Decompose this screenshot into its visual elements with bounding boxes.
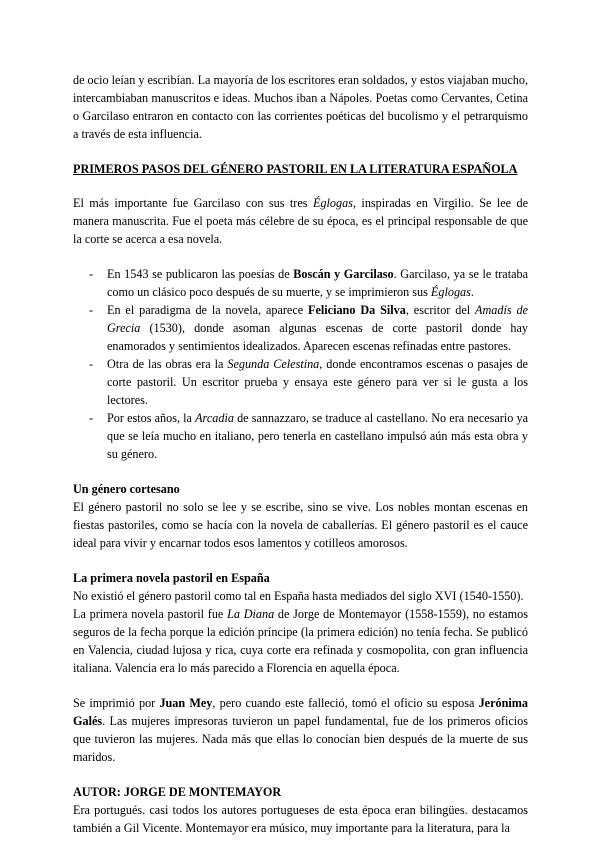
section3-paragraph-3: Se imprimió por Juan Mey, pero cuando este falleció, tomó el oficio su esposa Jerónima Galés. Las mujeres impresoras tuvieron un papel fundamental, fue de los primeros oficios que tuvieron las mujeres. Nada más que ellas lo conocían bien después de la muerte de sus maridos.: [73, 696, 528, 764]
section-heading-genero-cortesano: Un género cortesano: [73, 482, 180, 496]
bullet-list: [73, 265, 528, 463]
section2-paragraph: El género pastoril no solo se lee y se escribe, sino se vive. Los nobles montan escenas en fiestas pastoriles, como se hacía con la novela de caballerías. El género pastoril es el cauce ideal para vivir y encarnar todos esos lamentos y cotilleos amorosos.: [73, 500, 528, 550]
intro-paragraph: de ocio leían y escribían. La mayoría de los escritores eran soldados, y estos viajaban mucho, intercambiaban manuscritos e ideas. Muchos iban a Nápoles. Poetas como Cervantes, Cetina o Garcilaso entraron en contacto con las corrientes poéticas del bucolismo y el petrarquismo a través de esta influencia.: [73, 73, 528, 141]
section-heading-autor: AUTOR: JORGE DE MONTEMAYOR: [73, 785, 282, 799]
section1-paragraph: El más importante fue Garcilaso con sus tres Églogas, inspiradas en Virgilio. Se lee de manera manuscrita. Fue el poeta más célebre de su época, es el principal responsable de que la corte se acerca a esa novela.: [73, 196, 529, 246]
section-heading-primera-novela: La primera novela pastoril en España: [73, 571, 270, 585]
list-item: - En 1543 se publicaron las poesías de Boscán y Garcilaso. Garcilaso, ya se le trataba como un clásico poco después de su muerte, y se imprimieron sus Églogas.: [89, 267, 529, 299]
section4-paragraph: Era portugués. casi todos los autores portugueses de esta época eran bilingües. destacamos también a Gil Vicente. Montemayor era músico, muy importante para la literatura, para la: [73, 803, 528, 835]
page-content: [73, 71, 528, 837]
list-item: - Otra de las obras era la Segunda Celestina, donde encontramos escenas o pasajes de corte pastoril. Un escritor prueba y ensaya este género para ver si le gusta a los lectores.: [89, 357, 528, 407]
section3-paragraph-2: La primera novela pastoril fue La Diana de Jorge de Montemayor (1558-1559), no estamos seguros de la fecha porque la edición príncipe (la primera edición) no tenía fecha. Se publicó en Valencia, ciudad lujosa y rica, cuya corte era refinada y cosmopolita, con gran influencia italiana. Valencia era lo más parecido a Florencia en aquella época.: [73, 607, 528, 675]
list-item: - Por estos años, la Arcadia de sannazzaro, se traduce al castellano. No era necesario ya que se leía mucho en italiano, pero tenerla en castellano impulsó aún más esta obra y su género.: [89, 411, 528, 461]
section-heading-primeros-pasos: PRIMEROS PASOS DEL GÉNERO PASTORIL EN LA LITERATURA ESPAÑOLA: [73, 162, 518, 176]
list-item: - En el paradigma de la novela, aparece Feliciano Da Silva, escritor del Amadís de Grecia (1530), donde asoman algunas escenas de corte pastoril donde hay enamorados y sentimientos idealizados. Aparecen escenas refinadas entre pastores.: [89, 303, 528, 353]
section3-paragraph-1: No existió el género pastoril como tal en España hasta mediados del siglo XVI (1540-1550).: [73, 589, 524, 603]
